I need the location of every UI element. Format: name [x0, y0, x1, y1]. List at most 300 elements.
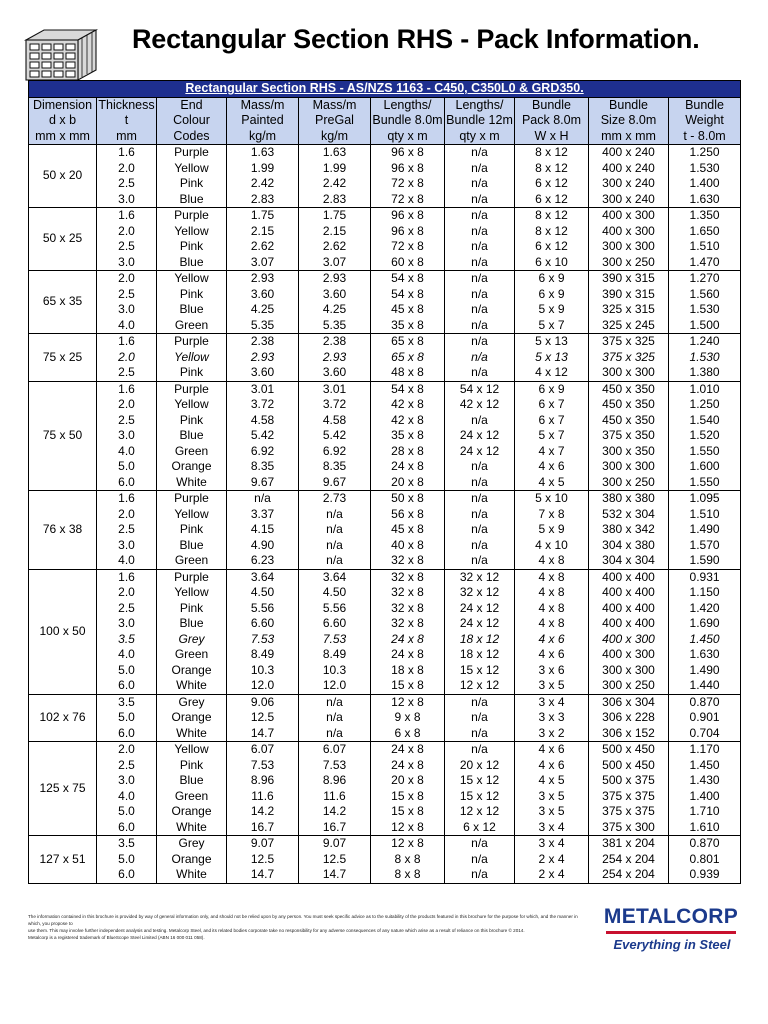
table-cell: 2.15: [299, 224, 371, 240]
table-cell: 1.510: [669, 239, 741, 255]
table-cell: 2.5: [97, 522, 157, 538]
table-row: [29, 224, 741, 240]
dimension-cell: 100 x 50: [29, 569, 97, 694]
table-cell: 0.870: [669, 694, 741, 710]
table-cell: 1.470: [669, 255, 741, 271]
table-cell: 1.250: [669, 145, 741, 161]
table-cell: 2.5: [97, 239, 157, 255]
column-header: End: [157, 97, 227, 113]
table-cell: 3 x 3: [515, 710, 589, 726]
table-cell: 5.0: [97, 852, 157, 868]
table-row: [29, 381, 741, 397]
table-row: [29, 239, 741, 255]
table-cell: Yellow: [157, 507, 227, 523]
table-cell: 5.0: [97, 663, 157, 679]
table-cell: 0.901: [669, 710, 741, 726]
table-cell: 300 x 240: [589, 192, 669, 208]
table-row: [29, 302, 741, 318]
table-cell: 32 x 12: [445, 569, 515, 585]
table-cell: 7.53: [299, 632, 371, 648]
table-row: [29, 176, 741, 192]
table-cell: n/a: [445, 413, 515, 429]
disclaimer-line: Metalcorp is a registered trademark of BlueScope Steel Limited (ABN 16 000 011 058).: [28, 935, 205, 940]
table-cell: White: [157, 867, 227, 883]
table-row: [29, 663, 741, 679]
table-cell: 8.35: [227, 459, 299, 475]
table-cell: 380 x 380: [589, 491, 669, 507]
table-cell: 7.53: [227, 758, 299, 774]
table-cell: Blue: [157, 302, 227, 318]
table-row: [29, 192, 741, 208]
table-cell: 7.53: [299, 758, 371, 774]
table-cell: 6 x 7: [515, 413, 589, 429]
table-cell: 4.25: [299, 302, 371, 318]
table-cell: Pink: [157, 239, 227, 255]
table-cell: n/a: [445, 694, 515, 710]
table-row: [29, 820, 741, 836]
table-row: [29, 475, 741, 491]
table-cell: 3.72: [227, 397, 299, 413]
table-cell: 48 x 8: [371, 365, 445, 381]
table-cell: 381 x 204: [589, 836, 669, 852]
table-cell: 304 x 304: [589, 553, 669, 569]
table-cell: 375 x 325: [589, 350, 669, 366]
column-header: Size 8.0m: [589, 113, 669, 129]
table-cell: 15 x 12: [445, 789, 515, 805]
table-cell: 532 x 304: [589, 507, 669, 523]
column-header: Colour: [157, 113, 227, 129]
table-cell: 3 x 4: [515, 694, 589, 710]
table-cell: 325 x 315: [589, 302, 669, 318]
table-cell: 54 x 8: [371, 381, 445, 397]
table-cell: 6 x 10: [515, 255, 589, 271]
table-cell: 4 x 6: [515, 758, 589, 774]
table-body: [29, 145, 741, 884]
table-cell: 72 x 8: [371, 192, 445, 208]
table-cell: n/a: [445, 365, 515, 381]
column-header: Lengths/: [445, 97, 515, 113]
brand-tagline: Everything in Steel: [613, 937, 731, 952]
table-cell: 14.2: [227, 804, 299, 820]
table-cell: 450 x 350: [589, 381, 669, 397]
table-cell: 20 x 8: [371, 475, 445, 491]
table-cell: 1.6: [97, 145, 157, 161]
table-cell: Purple: [157, 334, 227, 350]
table-cell: 2.0: [97, 350, 157, 366]
table-cell: 24 x 8: [371, 758, 445, 774]
table-cell: n/a: [445, 475, 515, 491]
table-cell: Pink: [157, 601, 227, 617]
table-cell: 56 x 8: [371, 507, 445, 523]
table-cell: 6.0: [97, 475, 157, 491]
table-cell: Yellow: [157, 585, 227, 601]
table-cell: 4.0: [97, 789, 157, 805]
table-cell: 4 x 8: [515, 585, 589, 601]
table-cell: 12.5: [227, 710, 299, 726]
table-cell: 60 x 8: [371, 255, 445, 271]
table-cell: 1.450: [669, 632, 741, 648]
table-cell: 380 x 342: [589, 522, 669, 538]
table-cell: 5.35: [227, 318, 299, 334]
column-header: Pack 8.0m: [515, 113, 589, 129]
table-cell: 2.0: [97, 224, 157, 240]
table-cell: 5 x 9: [515, 302, 589, 318]
table-row: [29, 255, 741, 271]
table-cell: 300 x 240: [589, 176, 669, 192]
table-row: [29, 161, 741, 177]
table-cell: 4.58: [299, 413, 371, 429]
dimension-cell: 102 x 76: [29, 694, 97, 742]
table-cell: 9.67: [227, 475, 299, 491]
table-cell: Blue: [157, 192, 227, 208]
table-cell: Pink: [157, 176, 227, 192]
table-cell: 2.0: [97, 585, 157, 601]
table-cell: 6 x 9: [515, 287, 589, 303]
table-cell: 0.931: [669, 569, 741, 585]
table-cell: 1.630: [669, 647, 741, 663]
table-cell: 390 x 315: [589, 271, 669, 287]
table-cell: n/a: [445, 302, 515, 318]
column-header: Codes: [157, 129, 227, 145]
table-cell: 32 x 8: [371, 569, 445, 585]
table-cell: 6.0: [97, 678, 157, 694]
table-cell: Orange: [157, 663, 227, 679]
table-cell: 6 x 12: [515, 192, 589, 208]
table-cell: 400 x 300: [589, 208, 669, 224]
table-cell: 1.530: [669, 350, 741, 366]
table-row: [29, 459, 741, 475]
table-cell: Grey: [157, 632, 227, 648]
table-cell: 300 x 250: [589, 678, 669, 694]
table-row: [29, 522, 741, 538]
table-row: [29, 444, 741, 460]
table-cell: n/a: [445, 287, 515, 303]
column-header: qty x m: [371, 129, 445, 145]
table-cell: 3.0: [97, 616, 157, 632]
table-cell: n/a: [445, 852, 515, 868]
table-row: [29, 758, 741, 774]
table-header-row: [29, 97, 741, 113]
column-header: mm x mm: [589, 129, 669, 145]
table-cell: 4 x 7: [515, 444, 589, 460]
table-cell: 5 x 7: [515, 428, 589, 444]
dimension-cell: 75 x 50: [29, 381, 97, 491]
table-cell: Orange: [157, 710, 227, 726]
table-cell: 11.6: [227, 789, 299, 805]
table-cell: 6.92: [299, 444, 371, 460]
table-cell: 1.75: [299, 208, 371, 224]
table-cell: 3.60: [227, 365, 299, 381]
table-row: [29, 852, 741, 868]
table-cell: 6.23: [227, 553, 299, 569]
table-cell: 254 x 204: [589, 867, 669, 883]
table-cell: 45 x 8: [371, 522, 445, 538]
table-cell: 8.96: [227, 773, 299, 789]
table-cell: n/a: [445, 459, 515, 475]
table-cell: 1.420: [669, 601, 741, 617]
table-cell: 24 x 8: [371, 742, 445, 758]
table-cell: 4.50: [299, 585, 371, 601]
table-row: [29, 365, 741, 381]
table-row: [29, 742, 741, 758]
table-cell: 2.93: [227, 271, 299, 287]
table-cell: 1.530: [669, 161, 741, 177]
table-row: [29, 616, 741, 632]
table-row: [29, 413, 741, 429]
column-header: Dimension: [29, 97, 97, 113]
table-cell: 5.42: [227, 428, 299, 444]
table-row: [29, 334, 741, 350]
table-cell: 16.7: [227, 820, 299, 836]
table-cell: n/a: [299, 694, 371, 710]
table-cell: 2 x 4: [515, 867, 589, 883]
table-cell: Grey: [157, 694, 227, 710]
table-cell: Purple: [157, 569, 227, 585]
table-cell: 12.5: [299, 852, 371, 868]
table-cell: 1.600: [669, 459, 741, 475]
table-cell: 4.90: [227, 538, 299, 554]
table-cell: 9 x 8: [371, 710, 445, 726]
table-cell: 32 x 8: [371, 553, 445, 569]
table-row: [29, 632, 741, 648]
table-caption: [29, 81, 741, 98]
table-cell: 11.6: [299, 789, 371, 805]
table-cell: 8 x 12: [515, 161, 589, 177]
table-cell: 4.0: [97, 318, 157, 334]
table-cell: n/a: [299, 522, 371, 538]
table-cell: 2.5: [97, 365, 157, 381]
table-cell: 400 x 400: [589, 616, 669, 632]
column-header: t - 8.0m: [669, 129, 741, 145]
table-cell: 54 x 8: [371, 287, 445, 303]
table-cell: 9.06: [227, 694, 299, 710]
table-cell: 1.380: [669, 365, 741, 381]
table-cell: n/a: [445, 867, 515, 883]
table-caption-text: Rectangular Section RHS - AS/NZS 1163 - C450, C350L0 & GRD350.: [185, 81, 584, 95]
table-cell: 500 x 450: [589, 758, 669, 774]
table-row: [29, 710, 741, 726]
table-cell: n/a: [445, 553, 515, 569]
table-cell: 2.0: [97, 271, 157, 287]
table-row: [29, 694, 741, 710]
table-cell: 3 x 4: [515, 836, 589, 852]
table-cell: 3.5: [97, 836, 157, 852]
table-cell: 1.570: [669, 538, 741, 554]
table-cell: Pink: [157, 413, 227, 429]
table-cell: 3.07: [299, 255, 371, 271]
dimension-cell: 65 x 35: [29, 271, 97, 334]
table-cell: 5 x 10: [515, 491, 589, 507]
table-cell: 4 x 6: [515, 459, 589, 475]
table-cell: 300 x 300: [589, 459, 669, 475]
table-cell: 8 x 12: [515, 208, 589, 224]
table-cell: 32 x 8: [371, 616, 445, 632]
table-cell: 2.93: [299, 271, 371, 287]
brand-name: METALCORP: [603, 905, 739, 928]
table-cell: 6 x 12: [515, 239, 589, 255]
table-cell: Green: [157, 444, 227, 460]
table-cell: 2.5: [97, 176, 157, 192]
table-cell: 3 x 4: [515, 820, 589, 836]
table-cell: n/a: [445, 710, 515, 726]
table-cell: White: [157, 475, 227, 491]
table-cell: 306 x 228: [589, 710, 669, 726]
column-header: Bundle: [515, 97, 589, 113]
table-cell: n/a: [445, 836, 515, 852]
table-cell: 3.64: [227, 569, 299, 585]
table-cell: 1.250: [669, 397, 741, 413]
table-cell: 4.0: [97, 553, 157, 569]
table-cell: Pink: [157, 365, 227, 381]
table-row: [29, 789, 741, 805]
table-cell: 3 x 6: [515, 663, 589, 679]
table-cell: 0.801: [669, 852, 741, 868]
table-cell: 500 x 375: [589, 773, 669, 789]
table-cell: Pink: [157, 522, 227, 538]
table-cell: Blue: [157, 773, 227, 789]
column-header: mm x mm: [29, 129, 97, 145]
table-cell: 24 x 12: [445, 444, 515, 460]
table-cell: 400 x 300: [589, 224, 669, 240]
table-cell: 2.0: [97, 507, 157, 523]
table-cell: 300 x 300: [589, 239, 669, 255]
table-cell: 306 x 152: [589, 726, 669, 742]
table-row: [29, 585, 741, 601]
table-cell: 12 x 12: [445, 678, 515, 694]
table-cell: n/a: [299, 538, 371, 554]
table-cell: 3.60: [227, 287, 299, 303]
column-header: kg/m: [227, 129, 299, 145]
table-cell: 15 x 12: [445, 773, 515, 789]
table-cell: 2.5: [97, 287, 157, 303]
table-row: [29, 271, 741, 287]
table-cell: 1.400: [669, 176, 741, 192]
table-cell: 1.630: [669, 192, 741, 208]
table-cell: 1.99: [299, 161, 371, 177]
table-cell: 1.530: [669, 302, 741, 318]
table-cell: 2.42: [227, 176, 299, 192]
table-cell: 3.0: [97, 255, 157, 271]
table-cell: n/a: [299, 710, 371, 726]
column-header: mm: [97, 129, 157, 145]
table-cell: 12 x 8: [371, 836, 445, 852]
column-header: PreGal: [299, 113, 371, 129]
table-cell: Pink: [157, 287, 227, 303]
table-row: [29, 491, 741, 507]
steel-sections-logo-icon: [22, 22, 102, 82]
table-cell: n/a: [445, 271, 515, 287]
table-cell: 4 x 5: [515, 475, 589, 491]
table-cell: Blue: [157, 616, 227, 632]
dimension-cell: 127 x 51: [29, 836, 97, 884]
table-cell: 400 x 240: [589, 145, 669, 161]
table-cell: 1.6: [97, 381, 157, 397]
table-cell: 35 x 8: [371, 318, 445, 334]
table-cell: 1.240: [669, 334, 741, 350]
table-cell: n/a: [445, 726, 515, 742]
table-cell: 6 x 7: [515, 397, 589, 413]
table-cell: Blue: [157, 255, 227, 271]
table-cell: 390 x 315: [589, 287, 669, 303]
table-cell: 20 x 8: [371, 773, 445, 789]
table-row: [29, 647, 741, 663]
table-cell: 375 x 325: [589, 334, 669, 350]
table-cell: 400 x 400: [589, 569, 669, 585]
table-cell: 0.704: [669, 726, 741, 742]
table-cell: 96 x 8: [371, 145, 445, 161]
table-cell: 45 x 8: [371, 302, 445, 318]
table-cell: n/a: [227, 491, 299, 507]
column-header: Bundle: [589, 97, 669, 113]
table-cell: n/a: [445, 491, 515, 507]
table-row: [29, 318, 741, 334]
table-cell: 2.5: [97, 601, 157, 617]
table-cell: 8.35: [299, 459, 371, 475]
table-cell: 4.58: [227, 413, 299, 429]
table-cell: 1.99: [227, 161, 299, 177]
table-cell: 1.490: [669, 522, 741, 538]
table-cell: 42 x 12: [445, 397, 515, 413]
table-cell: 300 x 250: [589, 475, 669, 491]
table-cell: 5.56: [227, 601, 299, 617]
table-cell: 2.83: [299, 192, 371, 208]
table-row: [29, 350, 741, 366]
table-cell: 1.590: [669, 553, 741, 569]
table-cell: n/a: [445, 742, 515, 758]
table-cell: 2.0: [97, 742, 157, 758]
table-cell: 2.62: [227, 239, 299, 255]
table-cell: 54 x 8: [371, 271, 445, 287]
table-cell: n/a: [445, 255, 515, 271]
table-cell: 15 x 12: [445, 663, 515, 679]
table-cell: 65 x 8: [371, 350, 445, 366]
table-cell: 3.0: [97, 428, 157, 444]
table-cell: 24 x 12: [445, 601, 515, 617]
table-cell: 1.560: [669, 287, 741, 303]
table-cell: 3 x 5: [515, 789, 589, 805]
table-cell: 1.690: [669, 616, 741, 632]
table-cell: 300 x 250: [589, 255, 669, 271]
table-cell: 40 x 8: [371, 538, 445, 554]
table-cell: Purple: [157, 208, 227, 224]
table-cell: 4 x 8: [515, 616, 589, 632]
table-cell: 3.60: [299, 287, 371, 303]
table-row: [29, 678, 741, 694]
table-cell: 18 x 12: [445, 632, 515, 648]
dimension-cell: 50 x 20: [29, 145, 97, 208]
table-cell: 2 x 4: [515, 852, 589, 868]
table-cell: 32 x 8: [371, 585, 445, 601]
table-cell: 3.5: [97, 694, 157, 710]
table-cell: 8 x 8: [371, 867, 445, 883]
table-cell: 5.42: [299, 428, 371, 444]
table-cell: 5.35: [299, 318, 371, 334]
table-cell: White: [157, 820, 227, 836]
table-cell: 2.38: [299, 334, 371, 350]
table-cell: Green: [157, 318, 227, 334]
table-caption-row: [29, 81, 741, 98]
table-cell: 1.63: [299, 145, 371, 161]
dimension-cell: 76 x 38: [29, 491, 97, 570]
table-cell: 15 x 8: [371, 804, 445, 820]
table-cell: Yellow: [157, 742, 227, 758]
table-row: [29, 428, 741, 444]
metalcorp-logo: [602, 905, 742, 961]
table-row: [29, 397, 741, 413]
brand-accent-bar: [606, 931, 736, 934]
table-cell: 1.6: [97, 208, 157, 224]
table-cell: 1.170: [669, 742, 741, 758]
